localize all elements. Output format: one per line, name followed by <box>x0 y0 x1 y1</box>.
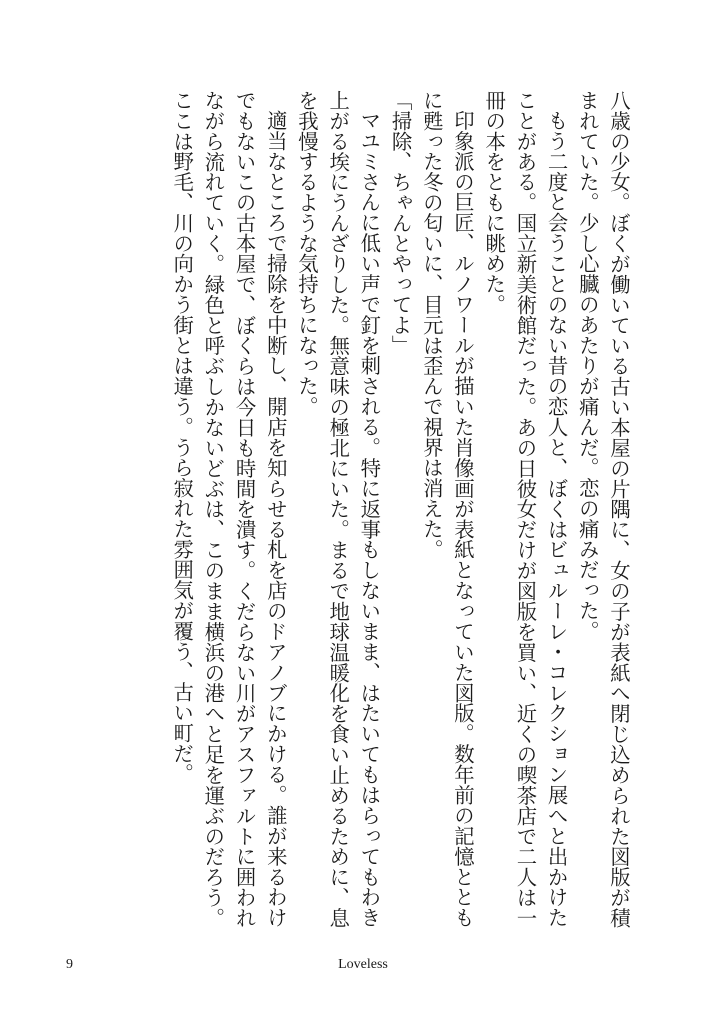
dialogue-line: 「掃除、ちゃんとやってよ」 <box>388 90 413 356</box>
paragraph: 適当なところで掃除を中断し、開店を知らせる札を店のドアノブにかける。誰が来るわけでもないこの古本屋で、ぼくらは今日も時間を潰す。くだらない川がアスファルトに囲われながら流れていく。緑色と呼ぶしかないどぶは、このまま横浜の港へと足を運ぶのだろう。ここは野毛、川の向かう街とは違う。うら寂れた雰囲気が覆う、古い町だ。 <box>170 90 288 928</box>
page-number: 9 <box>66 957 73 972</box>
vertical-body-text <box>166 90 634 928</box>
paragraph: もう二度と会うことのない昔の恋人と、ぼくはビュルーレ・コレクション展へと出かけたことがある。国立新美術館だった。あの日彼女だけが図版を買い、近くの喫茶店で二人は一冊の本をともに眺めた。 <box>482 90 569 928</box>
running-title: Loveless <box>338 957 388 972</box>
paragraph: 印象派の巨匠、ルノワールが描いた肖像画が表紙となっていた図版。数年前の記憶とともに甦った冬の匂いに、目元は歪んで視界は消えた。 <box>419 90 475 928</box>
paragraph: 八歳の少女。ぼくが働いている古い本屋の片隅に、女の子が表紙へ閉じ込められた図版が積まれていた。少し心臓のあたりが痛んだ。恋の痛みだった。 <box>575 90 631 928</box>
paragraph: マユミさんに低い声で釘を刺される。特に返事もしないまま、はたいてもはらってもわき上がる埃にうんざりした。無意味の極北にいた。まるで地球温暖化を食い止めるために、息を我慢するような気持ちになった。 <box>294 90 382 928</box>
